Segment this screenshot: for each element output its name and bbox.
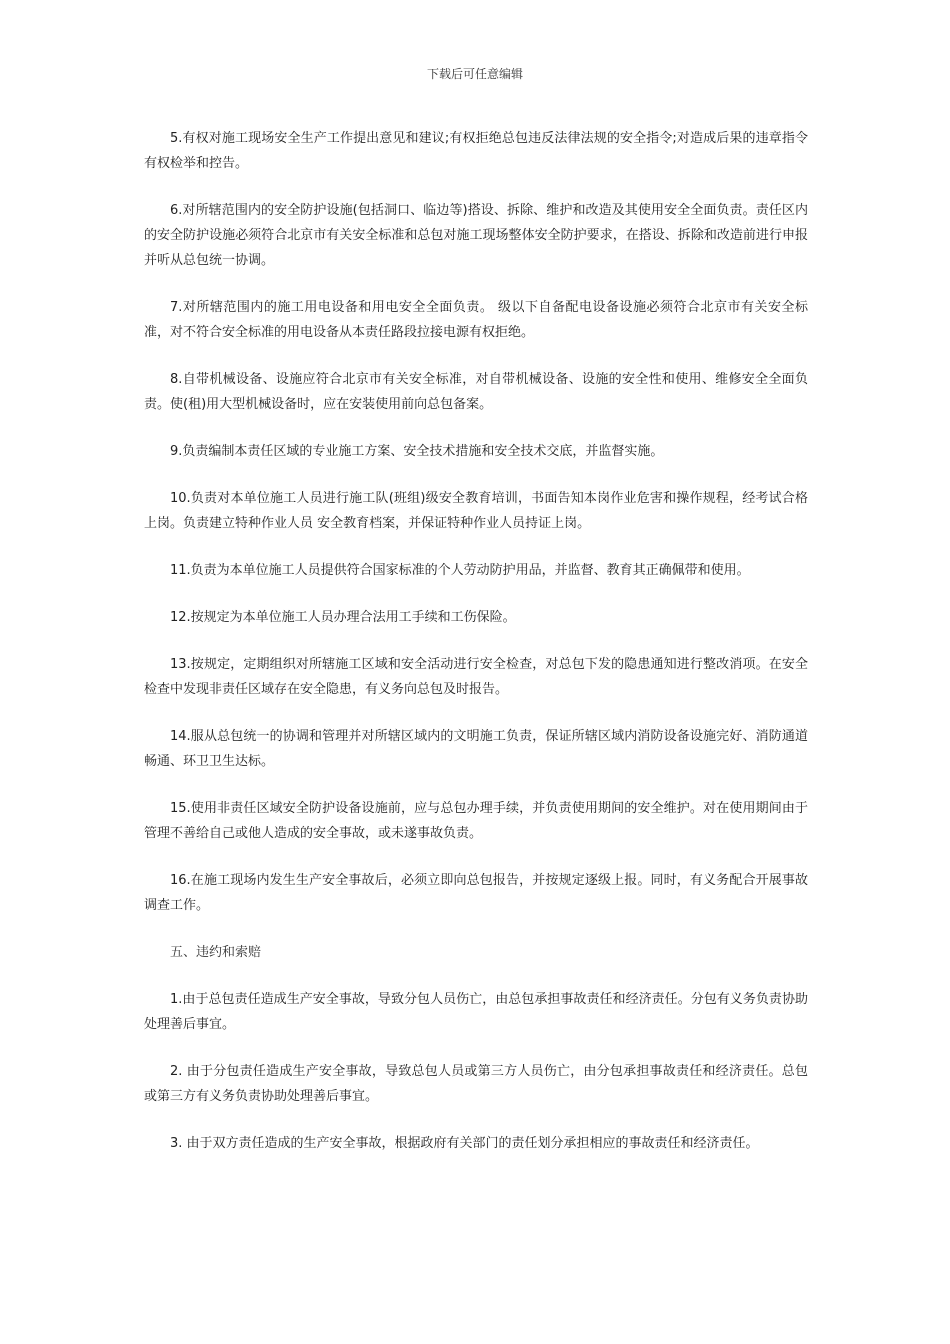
paragraph-breach-1: 1.由于总包责任造成生产安全事故，导致分包人员伤亡，由总包承担事故责任和经济责任。分包有义务负责协助处理善后事宜。 — [144, 992, 808, 1032]
section-heading-breach-and-claims: 五、违约和索赔 — [170, 945, 262, 960]
page-header: 下载后可任意编辑 — [426, 67, 523, 81]
paragraph-clause-12: 12.按规定为本单位施工人员办理合法用工手续和工伤保险。 — [170, 610, 516, 625]
paragraph-clause-8: 8.自带机械设备、设施应符合北京市有关安全标准，对自带机械设备、设施的安全性和使用、维修安全全面负责。使(租)用大型机械设备时，应在安装使用前向总包备案。 — [144, 372, 808, 412]
paragraph-clause-5: 5.有权对施工现场安全生产工作提出意见和建议;有权拒绝总包违反法律法规的安全指令;对造成后果的违章指令有权检举和控告。 — [144, 131, 808, 171]
paragraph-clause-10: 10.负责对本单位施工人员进行施工队(班组)级安全教育培训，书面告知本岗作业危害和操作规程，经考试合格上岗。负责建立特种作业人员 安全教育档案，并保证特种作业人员持证上岗。 — [144, 491, 808, 531]
paragraph-breach-2: 2. 由于分包责任造成生产安全事故，导致总包人员或第三方人员伤亡，由分包承担事故责任和经济责任。总包或第三方有义务负责协助处理善后事宜。 — [144, 1064, 808, 1104]
paragraph-clause-15: 15.使用非责任区域安全防护设备设施前，应与总包办理手续，并负责使用期间的安全维护。对在使用期间由于管理不善给自己或他人造成的安全事故，或未遂事故负责。 — [144, 801, 808, 841]
paragraph-clause-7: 7.对所辖范围内的施工用电设备和用电安全全面负责。 级以下自备配电设备设施必须符合北京市有关安全标准，对不符合安全标准的用电设备从本责任路段拉接电源有权拒绝。 — [144, 300, 808, 340]
paragraph-clause-13: 13.按规定，定期组织对所辖施工区域和安全活动进行安全检查，对总包下发的隐患通知进行整改消项。在安全检查中发现非责任区域存在安全隐患，有义务向总包及时报告。 — [144, 657, 808, 697]
paragraph-breach-3: 3. 由于双方责任造成的生产安全事故，根据政府有关部门的责任划分承担相应的事故责任和经济责任。 — [170, 1136, 759, 1151]
paragraph-clause-9: 9.负责编制本责任区域的专业施工方案、安全技术措施和安全技术交底，并监督实施。 — [170, 444, 664, 459]
document-body — [144, 126, 808, 1178]
paragraph-clause-14: 14.服从总包统一的协调和管理并对所辖区域内的文明施工负责，保证所辖区域内消防设备设施完好、消防通道畅通、环卫卫生达标。 — [144, 729, 808, 769]
paragraph-clause-6: 6.对所辖范围内的安全防护设施(包括洞口、临边等)搭设、拆除、维护和改造及其使用安全全面负责。责任区内的安全防护设施必须符合北京市有关安全标准和总包对施工现场整体安全防护要求，在搭设、拆除和改造前进行申报并听从总包统一协调。 — [144, 203, 808, 268]
paragraph-clause-11: 11.负责为本单位施工人员提供符合国家标准的个人劳动防护用品，并监督、教育其正确佩带和使用。 — [170, 563, 750, 578]
paragraph-clause-16: 16.在施工现场内发生生产安全事故后，必须立即向总包报告，并按规定逐级上报。同时，有义务配合开展事故调查工作。 — [144, 873, 808, 913]
